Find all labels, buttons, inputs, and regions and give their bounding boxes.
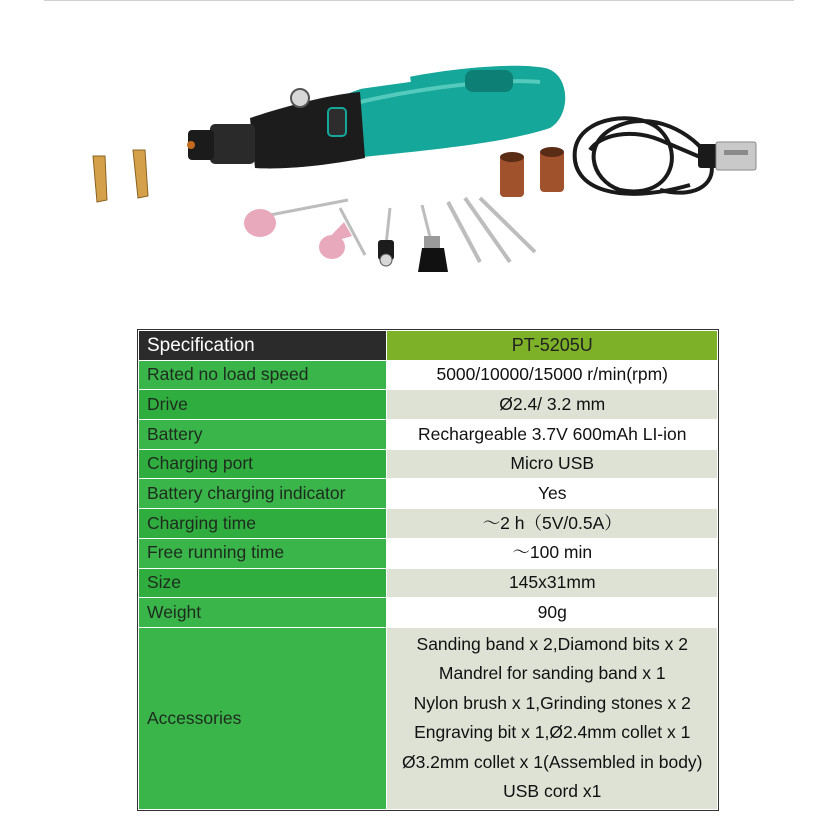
table-row <box>139 390 718 420</box>
accessories-key: Accessories <box>139 627 387 809</box>
top-divider <box>44 0 794 1</box>
row-key: Size <box>139 568 387 598</box>
accessory-line: Nylon brush x 1,Grinding stones x 2 <box>413 692 691 713</box>
table-row <box>139 568 718 598</box>
diamond-bit-icon <box>448 198 535 262</box>
row-value: 145x31mm <box>387 568 718 598</box>
row-value: Rechargeable 3.7V 600mAh LI-ion <box>387 420 718 450</box>
accessory-line: Sanding band x 2,Diamond bits x 2 <box>416 633 688 654</box>
row-key: Rated no load speed <box>139 360 387 390</box>
table-row <box>139 538 718 568</box>
row-key: Battery <box>139 420 387 450</box>
row-value: Yes <box>387 479 718 509</box>
table-row <box>139 449 718 479</box>
header-key: Specification <box>139 331 387 361</box>
row-key: Charging port <box>139 449 387 479</box>
row-value: Micro USB <box>387 449 718 479</box>
table-row <box>139 479 718 509</box>
table-row <box>139 509 718 539</box>
product-photo <box>60 40 780 290</box>
grinding-stone-icon <box>244 200 365 259</box>
accessory-line: USB cord x1 <box>503 781 602 802</box>
table-header-row <box>139 331 718 361</box>
row-key: Charging time <box>139 509 387 539</box>
row-value: Ø2.4/ 3.2 mm <box>387 390 718 420</box>
nylon-brush-icon <box>418 205 448 272</box>
collet-icon <box>93 150 148 202</box>
accessory-line: Mandrel for sanding band x 1 <box>438 663 666 684</box>
header-model: PT-5205U <box>387 331 718 361</box>
specification-table <box>138 330 718 810</box>
row-key: Battery charging indicator <box>139 479 387 509</box>
table-row <box>139 360 718 390</box>
row-key: Weight <box>139 598 387 628</box>
row-key: Free running time <box>139 538 387 568</box>
accessories-list <box>387 627 718 809</box>
mandrel-icon <box>378 208 394 266</box>
accessories-row <box>139 627 718 809</box>
row-value: 5000/10000/15000 r/min(rpm) <box>387 360 718 390</box>
row-value: 90g <box>387 598 718 628</box>
sanding-band-icon <box>500 147 564 197</box>
table-row <box>139 598 718 628</box>
accessory-line: Ø3.2mm collet x 1(Assembled in body) <box>401 751 703 772</box>
table-row <box>139 420 718 450</box>
accessory-line: Engraving bit x 1,Ø2.4mm collet x 1 <box>414 722 691 743</box>
usb-cable-icon <box>575 118 756 194</box>
row-value: ～100 min <box>387 538 718 568</box>
row-value: ～2 h（5V/0.5A） <box>387 509 718 539</box>
row-key: Drive <box>139 390 387 420</box>
